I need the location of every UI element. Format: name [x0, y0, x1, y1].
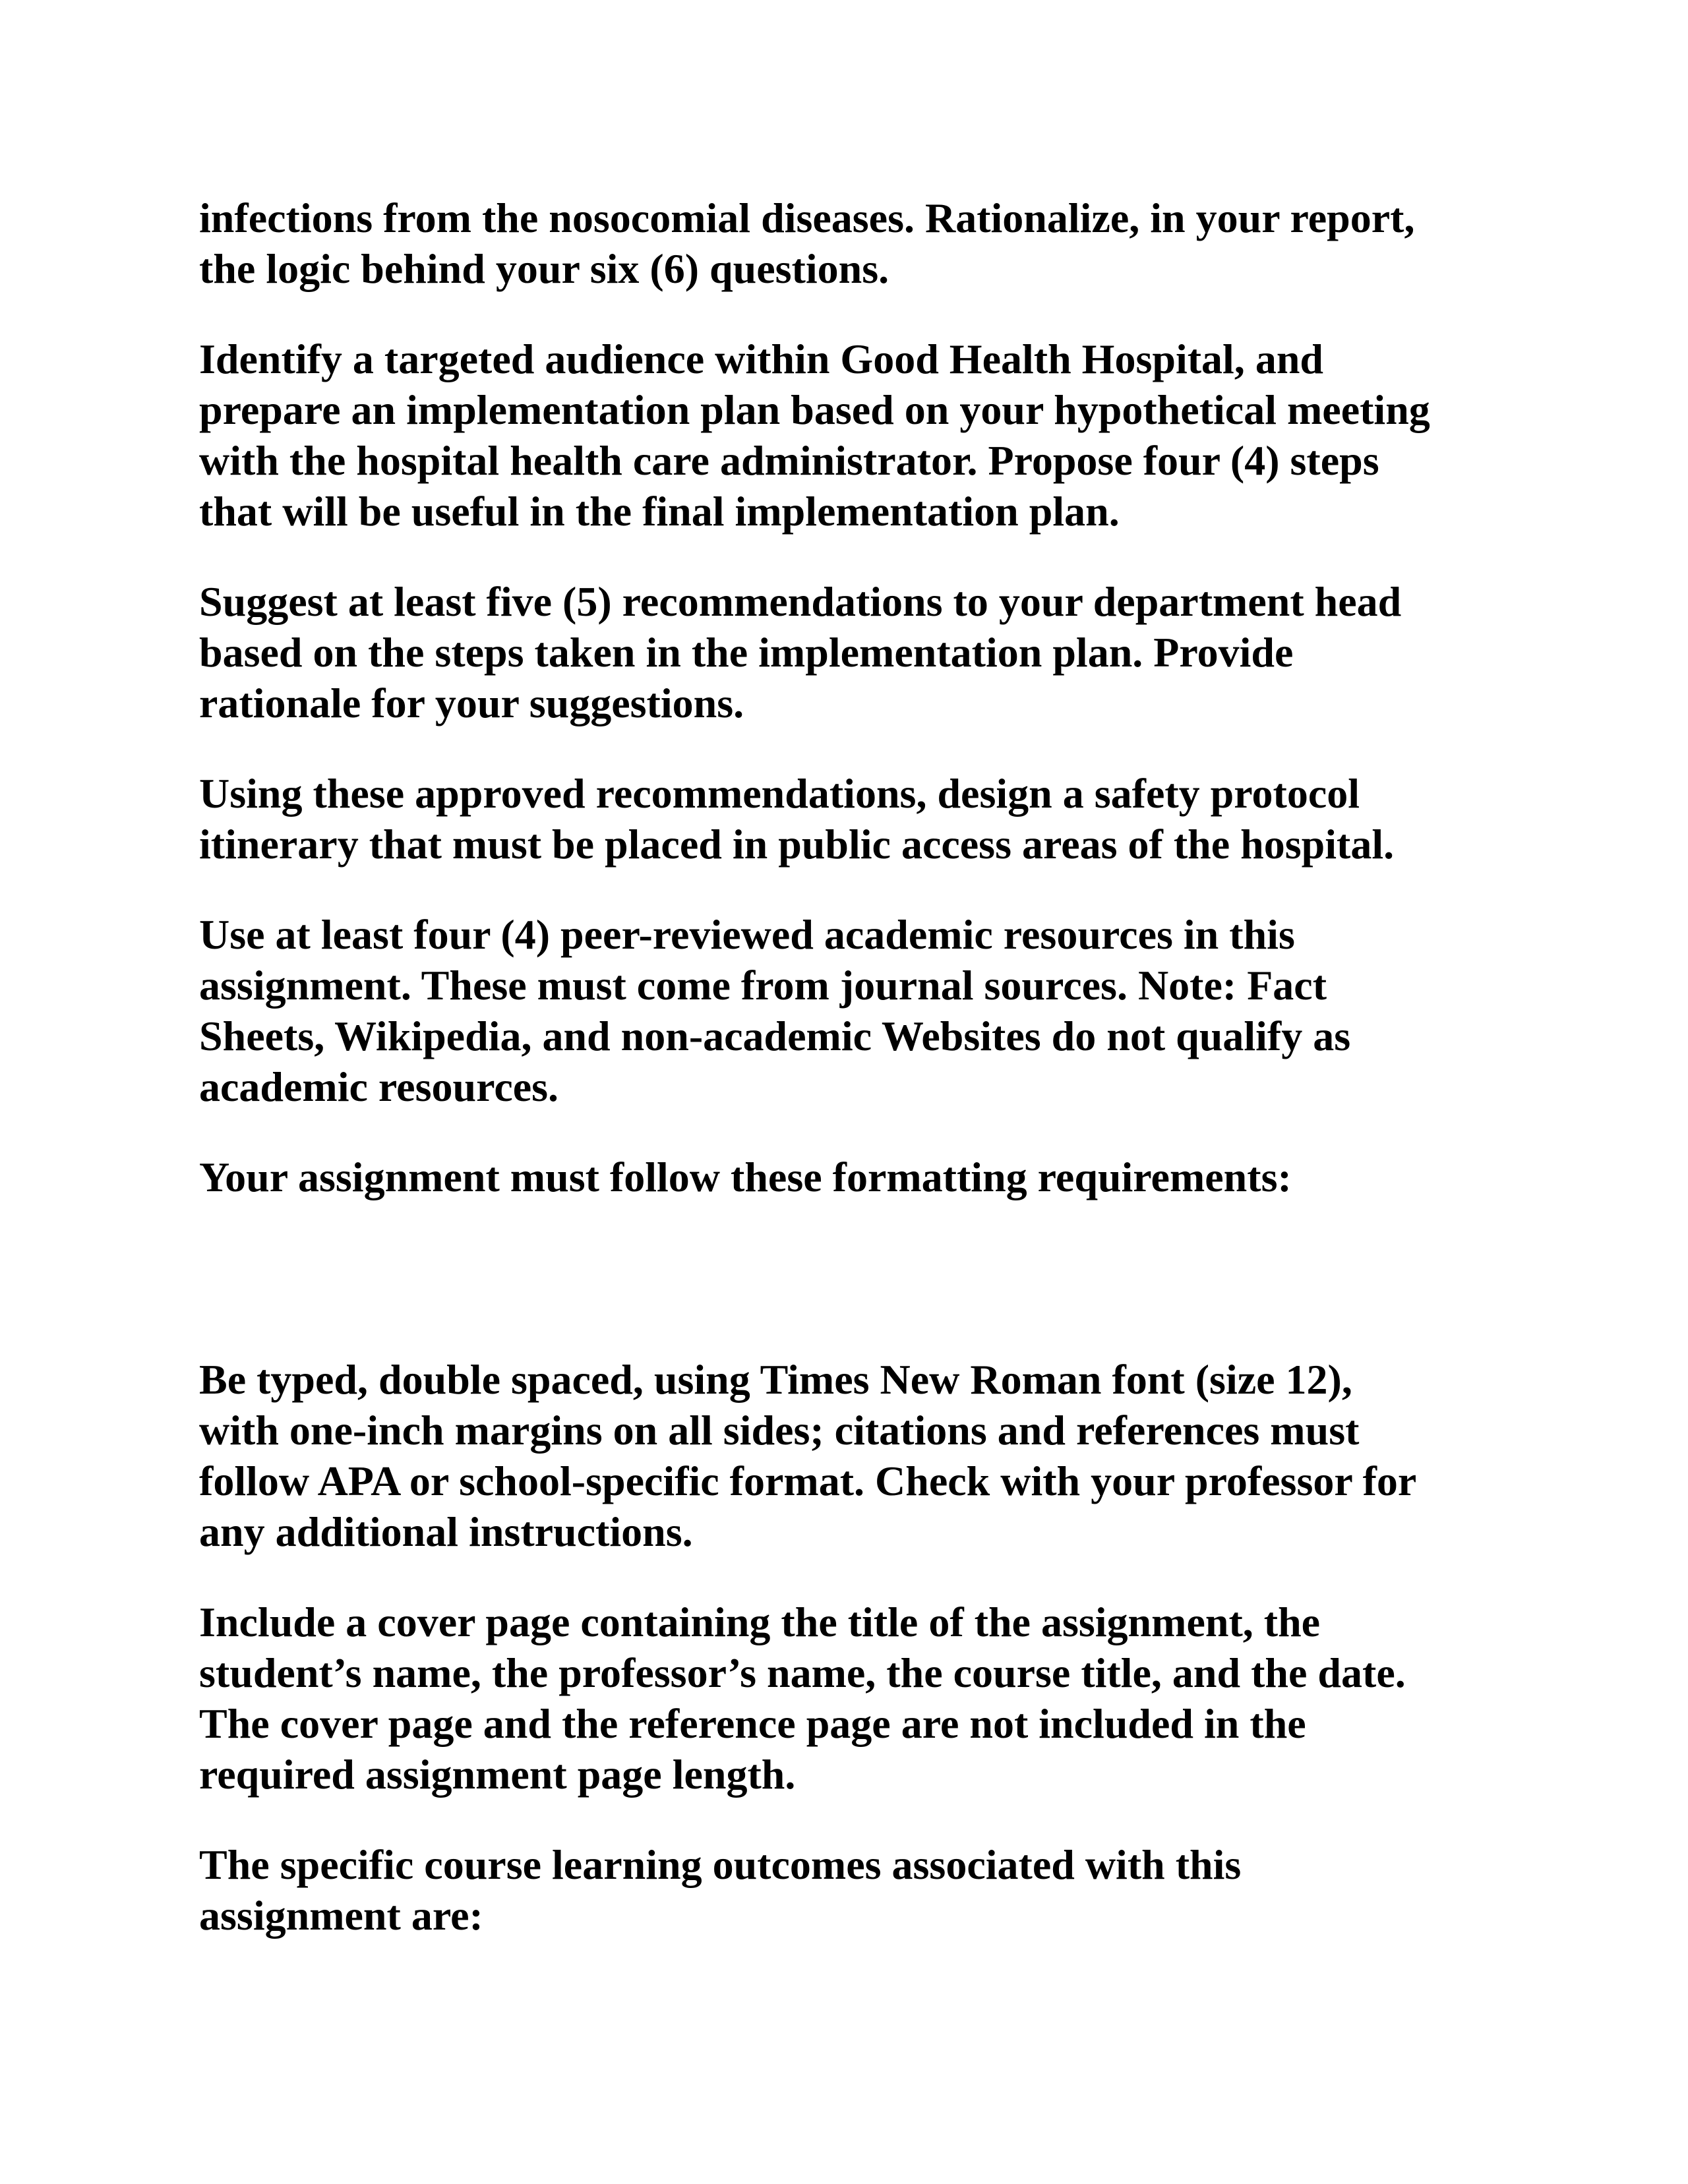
- text-line: rationale for your suggestions.: [199, 680, 744, 726]
- text-line: the logic behind your six (6) questions.: [199, 245, 889, 292]
- text-line: infections from the nosocomial diseases. Rationalize, in your report,: [199, 194, 1415, 241]
- text-line: Using these approved recommendations, design a safety protocol: [199, 770, 1360, 817]
- document-body: [199, 192, 1524, 1980]
- text-line: The specific course learning outcomes associated with this: [199, 1841, 1242, 1888]
- text-line: Identify a targeted audience within Good Health Hospital, and: [199, 336, 1323, 382]
- text-line: Suggest at least five (5) recommendations to your department head: [199, 578, 1402, 625]
- text-line: any additional instructions.: [199, 1508, 693, 1555]
- text-line: assignment. These must come from journal sources. Note: Fact: [199, 962, 1327, 1009]
- text-line: assignment are:: [199, 1892, 483, 1939]
- paragraph-formatting-details: [199, 1354, 1524, 1557]
- paragraph-rationale: [199, 192, 1524, 294]
- paragraph-implementation-plan: [199, 334, 1524, 537]
- paragraph-safety-protocol: [199, 768, 1524, 870]
- text-line: Be typed, double spaced, using Times New Roman font (size 12),: [199, 1356, 1352, 1403]
- text-line: that will be useful in the final implementation plan.: [199, 488, 1120, 535]
- text-line: Sheets, Wikipedia, and non-academic Websites do not qualify as: [199, 1013, 1351, 1059]
- text-line: Your assignment must follow these formatting requirements:: [199, 1154, 1292, 1200]
- text-line: itinerary that must be placed in public access areas of the hospital.: [199, 821, 1395, 868]
- paragraph-recommendations: [199, 576, 1524, 728]
- text-line: with the hospital health care administrator. Propose four (4) steps: [199, 437, 1379, 484]
- text-line: Use at least four (4) peer-reviewed academic resources in this: [199, 911, 1295, 958]
- text-line: Include a cover page containing the title of the assignment, the: [199, 1599, 1321, 1645]
- text-line: The cover page and the reference page are not included in the: [199, 1700, 1306, 1747]
- text-line: follow APA or school-specific format. Check with your professor for: [199, 1458, 1417, 1504]
- text-line: with one-inch margins on all sides; citations and references must: [199, 1407, 1360, 1454]
- paragraph-formatting-intro: [199, 1152, 1524, 1202]
- text-line: academic resources.: [199, 1063, 559, 1110]
- text-line: required assignment page length.: [199, 1751, 796, 1798]
- paragraph-learning-outcomes: [199, 1839, 1524, 1941]
- text-line: student’s name, the professor’s name, the course title, and the date.: [199, 1649, 1406, 1696]
- text-line: prepare an implementation plan based on your hypothetical meeting: [199, 386, 1430, 433]
- blank-space: [199, 1242, 1524, 1354]
- paragraph-resources: [199, 909, 1524, 1112]
- paragraph-cover-page: [199, 1597, 1524, 1800]
- text-line: based on the steps taken in the implementation plan. Provide: [199, 629, 1294, 676]
